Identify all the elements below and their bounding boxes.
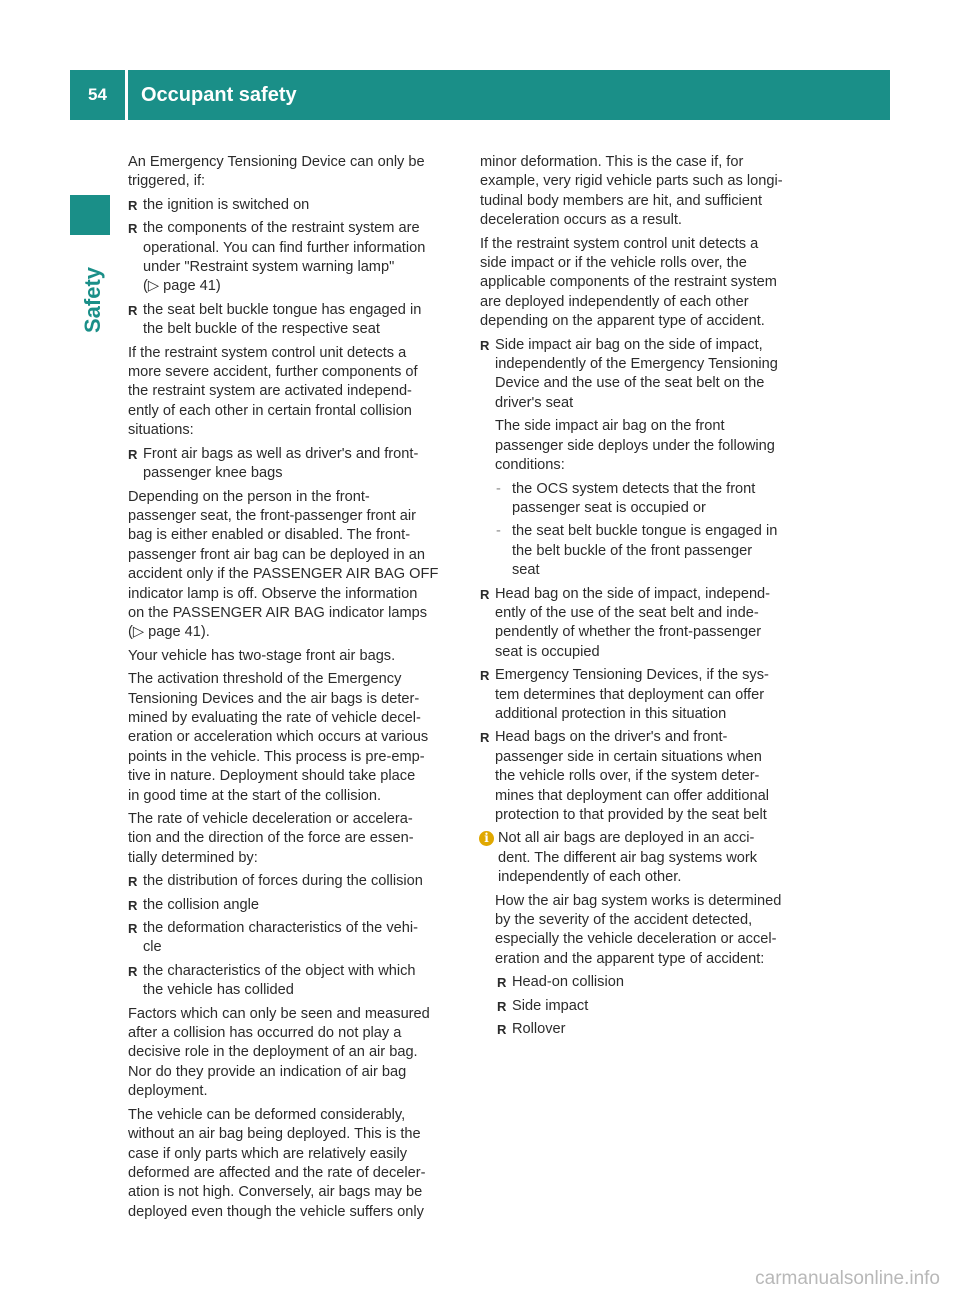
paragraph: minor deformation. This is the case if, for example, very rigid vehicle parts such as longi- tudinal body members are hit, and sufficient deceleration occurs as a result. (480, 154, 783, 229)
list-item: R Rollover (497, 1020, 820, 1039)
paragraph: The rate of vehicle deceleration or accelera- tion and the direction of the force are essen- tially determined by: (128, 811, 414, 866)
paragraph: If the restraint system control unit detects a side impact or if the vehicle rolls over, the applicable components of the restraint system are deployed independently of each other depending on the apparent type of accident. (480, 235, 777, 330)
paragraph: Depending on the person in the front- passenger seat, the front-passenger front air bag is either enabled or disabled. The front- passenger front air bag can be deployed in an accident only if the PASSENGER AIR BAG OFF indicator lamp is off. Observe the information on the PASSENGER AIR BAG indicator lamps (▷ page 41). (128, 488, 439, 641)
list-item: R Side impact air bag on the side of impact, independently of the Emergency Tensioning Device and the use of the seat belt on the driver's seat (480, 336, 820, 414)
paragraph: The vehicle can be deformed considerably, without an air bag being deployed. This is the case if only parts which are relatively easily deformed are affected and the rate of deceler- ation is not high. Conversely, air bags may be deployed even though the vehicle suffers only (128, 1106, 426, 1220)
list-item: R the characteristics of the object with which the vehicle has collided (128, 962, 463, 1001)
right-column (480, 153, 820, 1043)
info-note (480, 829, 820, 887)
list-item: R the ignition is switched on (128, 196, 463, 215)
list-item: R Head-on collision (497, 973, 820, 992)
side-label: Safety (80, 266, 105, 334)
list-item: R Head bag on the side of impact, independ- ently of the use of the seat belt and inde- pendently of whether the front-passenger seat is occupied (480, 585, 820, 663)
paragraph: Your vehicle has two-stage front air bags. (128, 647, 396, 664)
side-tab-marker (70, 195, 110, 235)
list-item: R Front air bags as well as driver's and front- passenger knee bags (128, 445, 463, 484)
page-number: 54 (88, 85, 107, 104)
paragraph: If the restraint system control unit detects a more severe accident, further components of the restraint system are activated independ- ently of each other in certain frontal collision situations: (128, 344, 418, 439)
paragraph: An Emergency Tensioning Device can only be triggered, if: (128, 154, 425, 190)
side-label-container (78, 245, 108, 355)
list-item: R Emergency Tensioning Devices, if the sys- tem determines that deployment can offer additional protection in this situation (480, 666, 820, 724)
list-item: R Side impact (497, 997, 820, 1016)
list-item: R the distribution of forces during the collision (128, 872, 463, 891)
left-column (128, 153, 463, 1226)
indented-paragraph: How the air bag system works is determined by the severity of the accident detected, especially the vehicle deceleration or accel- eration and the apparent type of accident: (495, 892, 782, 967)
paragraph: Factors which can only be seen and measured after a collision has occurred do not play a decisive role in the deployment of an air bag. Nor do they provide an indication of air bag deployment. (128, 1005, 430, 1100)
paragraph: The activation threshold of the Emergency Tensioning Devices and the air bags is deter- mined by evaluating the rate of vehicle decel- eration or acceleration which occurs at various points in the vehicle. This process is pre-emp- tive in nature. Deployment should take place in good time at the start of the collision. (128, 671, 429, 804)
indented-paragraph: The side impact air bag on the front passenger side deploys under the following conditions: (495, 418, 775, 474)
section-title: Occupant safety (141, 83, 297, 106)
list-item: R the collision angle (128, 896, 463, 915)
info-text: Not all air bags are deployed in an acci- dent. The different air bag systems work independently of each other. (498, 830, 758, 886)
header-divider (125, 70, 128, 120)
list-item: R the seat belt buckle tongue has engaged in the belt buckle of the respective seat (128, 301, 463, 340)
list-item: R Head bags on the driver's and front- passenger side in certain situations when the vehicle rolls over, if the system deter- mines that deployment can offer additional protection to that provided by the seat belt (480, 728, 820, 825)
list-item: R the deformation characteristics of the vehi- cle (128, 919, 463, 958)
sub-list-item: - the OCS system detects that the front passenger seat is occupied or (480, 480, 820, 519)
sub-list-item: - the seat belt buckle tongue is engaged in the belt buckle of the front passenger seat (480, 522, 820, 580)
list-item: R the components of the restraint system are operational. You can find further information under "Restraint system warning lamp" (▷ page 41) (128, 219, 463, 297)
watermark: carmanualsonline.info (755, 1268, 940, 1289)
info-icon: i (479, 831, 494, 846)
